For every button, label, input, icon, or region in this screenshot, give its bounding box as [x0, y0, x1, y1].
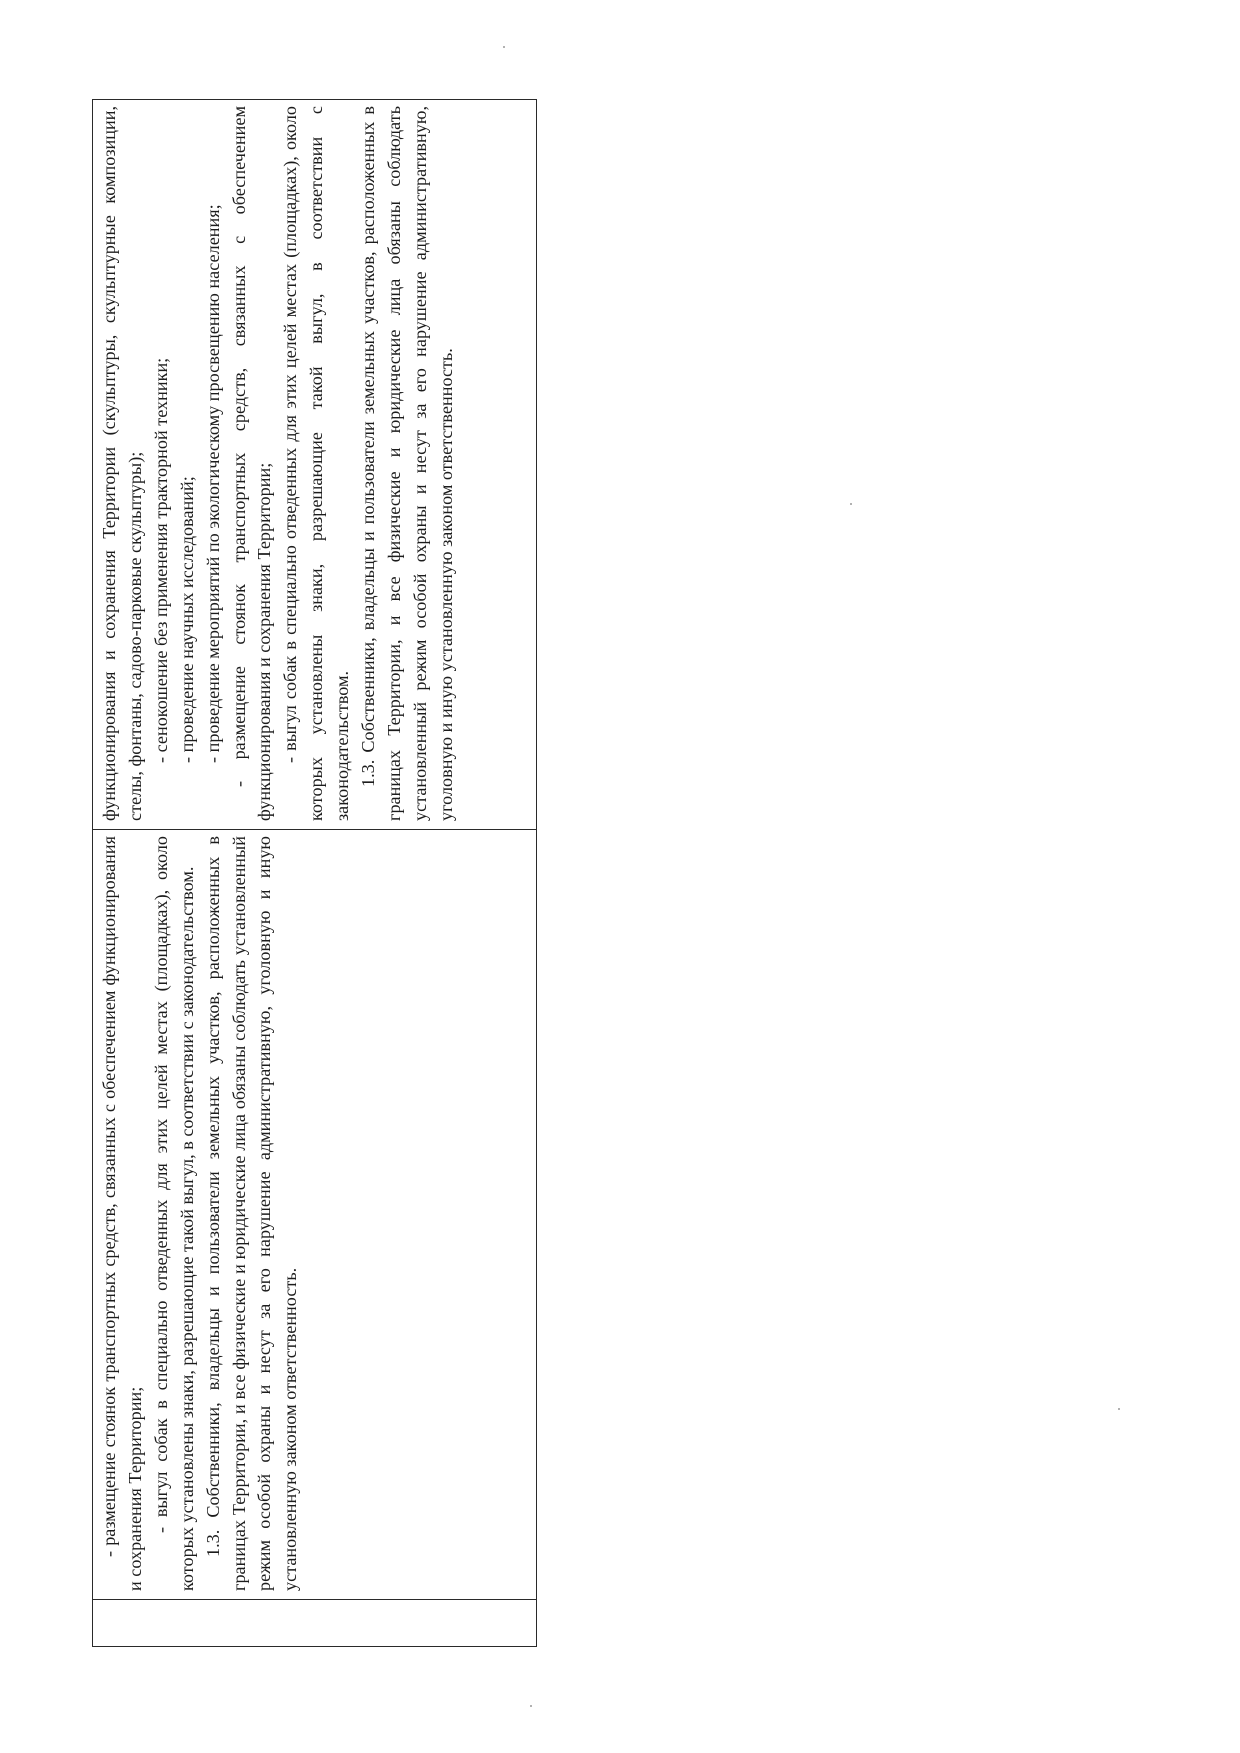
- paragraph: - сенокошение без применения тракторной техники;: [150, 357, 171, 763]
- paragraph: - проведение мероприятий по экологическому просвещению населения;: [202, 204, 223, 763]
- table-cell-number: [93, 1600, 537, 1647]
- paragraph: - выгул собак в специально отведенных для этих целей местах (площадках), около которых установлены знаки, разрешающие такой выгул, в соответствии с законодательством.: [280, 106, 353, 821]
- scan-speck: [850, 503, 852, 505]
- paragraph: 1.3. Собственники, владельцы и пользователи земельных участков, расположенных в границах Территории, и все физические и юридические лица обязаны соблюдать установленный режим особой охраны и несут за его нарушение административную, уголовную и иную установленную законом ответственность.: [358, 106, 456, 821]
- paragraph: - размещение стоянок транспортных средств, связанных с обеспечением функционирования и сохранения Территории;: [228, 106, 275, 821]
- table-cell-left-text: [93, 830, 537, 1600]
- paragraph: - выгул собак в специально отведенных для этих целей местах (площадках), около которых установлены знаки, разрешающие такой выгул, в соответствии с законодательством.: [150, 836, 197, 1591]
- scan-speck: [530, 1705, 532, 1707]
- scan-speck: [503, 46, 505, 48]
- rotated-table-wrapper: [92, 100, 537, 1647]
- paragraph: - проведение научных исследований;: [176, 476, 197, 763]
- paragraph: 1.3. Собственники, владельцы и пользователи земельных участков, расположенных в границах Территории, и все физические и юридические лица обязаны соблюдать установленный режим особой охраны и несут за его нарушение административную, уголовную и иную установленную законом ответственность.: [202, 836, 301, 1591]
- paragraph: функционирования и сохранения Территории (скульптуры, скульптурные композиции, стелы, фонтаны, садово-парковые скульптуры);: [99, 106, 145, 821]
- scan-speck: [1118, 1408, 1120, 1410]
- regime-table: [92, 99, 537, 1647]
- paragraph: - размещение стоянок транспортных средств, связанных с обеспечением функционирования и сохранения Территории;: [99, 836, 145, 1591]
- table-cell-right-text: [93, 100, 537, 830]
- table-row: [93, 100, 537, 1647]
